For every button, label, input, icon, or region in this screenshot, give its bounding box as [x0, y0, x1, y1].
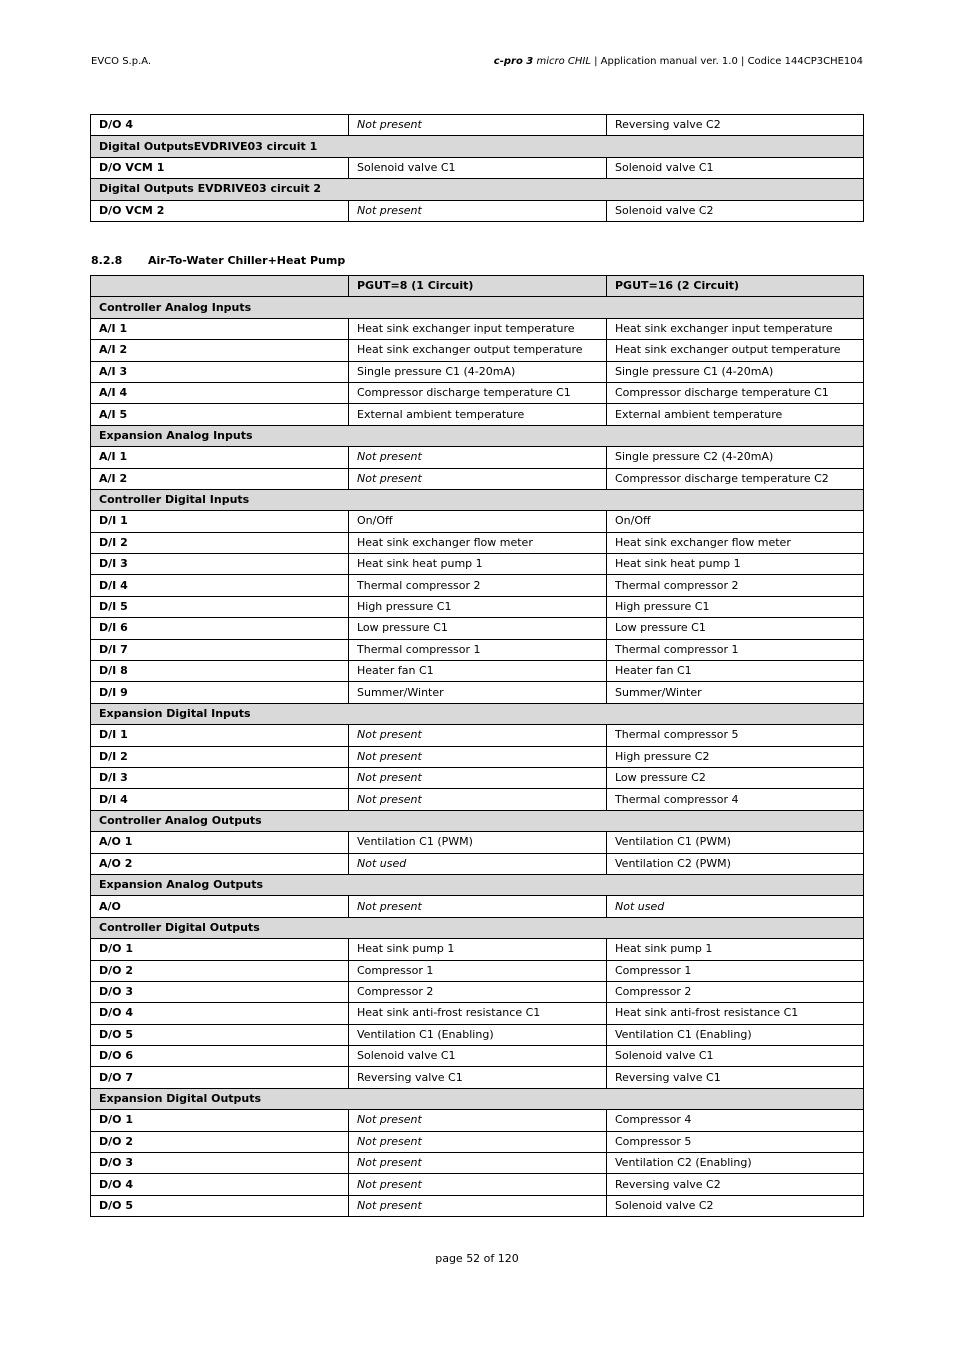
table-row [91, 318, 864, 339]
io-channel-cell: D/I 7 [91, 639, 349, 660]
io-channel-cell: D/O VCM 1 [91, 157, 349, 178]
pgut16-cell: Compressor discharge temperature C1 [607, 382, 864, 403]
io-channel-cell: D/O VCM 2 [91, 200, 349, 221]
section-label: Expansion Analog Outputs [91, 874, 864, 895]
table-row [91, 532, 864, 553]
header-manual-info: | Application manual ver. 1.0 | Codice 144CP3CHE104 [590, 56, 863, 67]
pgut8-cell: Not present [349, 1153, 607, 1174]
table-row [91, 682, 864, 703]
pgut16-cell: Thermal compressor 5 [607, 725, 864, 746]
io-channel-cell: D/O 3 [91, 981, 349, 1002]
section-row [91, 703, 864, 724]
pgut16-cell: Thermal compressor 1 [607, 639, 864, 660]
io-channel-cell: D/I 6 [91, 618, 349, 639]
pgut8-cell: Single pressure C1 (4-20mA) [349, 361, 607, 382]
io-channel-cell: A/I 1 [91, 318, 349, 339]
table-row [91, 596, 864, 617]
table-row [91, 939, 864, 960]
section-row [91, 874, 864, 895]
table-row [91, 853, 864, 874]
table-row [91, 115, 864, 136]
io-channel-cell: D/O 4 [91, 1174, 349, 1195]
section-heading [91, 254, 345, 267]
table-row [91, 746, 864, 767]
pgut8-cell: Not present [349, 789, 607, 810]
io-channel-cell: D/I 4 [91, 575, 349, 596]
section-label: Controller Digital Inputs [91, 489, 864, 510]
io-channel-cell: D/I 5 [91, 596, 349, 617]
io-channel-cell: D/O 1 [91, 1110, 349, 1131]
section-label: Expansion Digital Inputs [91, 703, 864, 724]
section-label: Expansion Digital Outputs [91, 1088, 864, 1109]
pgut8-cell: Heat sink pump 1 [349, 939, 607, 960]
pgut16-cell: Compressor 2 [607, 981, 864, 1002]
io-channel-cell: D/O 2 [91, 1131, 349, 1152]
section-row [91, 179, 864, 200]
pgut16-cell: High pressure C2 [607, 746, 864, 767]
pgut16-cell: Solenoid valve C2 [607, 1195, 864, 1216]
section-label: Controller Digital Outputs [91, 917, 864, 938]
io-channel-cell: D/O 4 [91, 1003, 349, 1024]
table-row [91, 200, 864, 221]
pgut8-cell: Not present [349, 725, 607, 746]
io-channel-cell: A/O 2 [91, 853, 349, 874]
section-row [91, 425, 864, 446]
pgut16-cell: Reversing valve C1 [607, 1067, 864, 1088]
table-row [91, 157, 864, 178]
pgut16-cell: Compressor 1 [607, 960, 864, 981]
table-row [91, 618, 864, 639]
table-continued-outputs [90, 114, 864, 222]
io-channel-cell: D/I 2 [91, 532, 349, 553]
pgut8-cell: External ambient temperature [349, 404, 607, 425]
pgut8-cell: Not present [349, 468, 607, 489]
io-channel-cell: D/I 8 [91, 661, 349, 682]
pgut16-cell: Ventilation C2 (PWM) [607, 853, 864, 874]
io-channel-cell: A/I 3 [91, 361, 349, 382]
pgut8-cell: Not present [349, 115, 607, 136]
section-row [91, 810, 864, 831]
table-row [91, 981, 864, 1002]
table-header-row [91, 276, 864, 297]
pgut8-cell: Solenoid valve C1 [349, 157, 607, 178]
pgut16-cell: Single pressure C1 (4-20mA) [607, 361, 864, 382]
pgut16-cell: Single pressure C2 (4-20mA) [607, 447, 864, 468]
header-product-bold: c-pro 3 [493, 56, 534, 67]
pgut8-cell: Low pressure C1 [349, 618, 607, 639]
pgut8-cell: Heat sink exchanger output temperature [349, 340, 607, 361]
table-row [91, 1174, 864, 1195]
pgut16-cell: Reversing valve C2 [607, 115, 864, 136]
pgut8-cell: Heat sink anti-frost resistance C1 [349, 1003, 607, 1024]
io-channel-cell: D/O 5 [91, 1195, 349, 1216]
pgut16-cell: Not used [607, 896, 864, 917]
pgut16-cell: Summer/Winter [607, 682, 864, 703]
table-row [91, 340, 864, 361]
header-cell [91, 276, 349, 297]
pgut8-cell: Solenoid valve C1 [349, 1046, 607, 1067]
section-row [91, 1088, 864, 1109]
table-row [91, 832, 864, 853]
section-row [91, 297, 864, 318]
table-row [91, 960, 864, 981]
pgut8-cell: Not present [349, 1110, 607, 1131]
table-row [91, 1067, 864, 1088]
table-row [91, 554, 864, 575]
pgut8-cell: Compressor 2 [349, 981, 607, 1002]
pgut8-cell: Not present [349, 767, 607, 788]
pgut16-cell: External ambient temperature [607, 404, 864, 425]
table-row [91, 1131, 864, 1152]
pgut16-cell: Heat sink exchanger output temperature [607, 340, 864, 361]
io-channel-cell: D/O 6 [91, 1046, 349, 1067]
io-channel-cell: D/I 2 [91, 746, 349, 767]
table-row [91, 1024, 864, 1045]
pgut8-cell: Ventilation C1 (Enabling) [349, 1024, 607, 1045]
pgut8-cell: Heat sink heat pump 1 [349, 554, 607, 575]
table-row [91, 1046, 864, 1067]
pgut8-cell: Heater fan C1 [349, 661, 607, 682]
table-row [91, 404, 864, 425]
table-row [91, 1153, 864, 1174]
table-row [91, 468, 864, 489]
table-row [91, 789, 864, 810]
pgut16-cell: Solenoid valve C2 [607, 200, 864, 221]
table-row [91, 575, 864, 596]
pgut16-cell: Heat sink pump 1 [607, 939, 864, 960]
pgut8-cell: Thermal compressor 1 [349, 639, 607, 660]
pgut16-cell: Solenoid valve C1 [607, 1046, 864, 1067]
io-channel-cell: A/O 1 [91, 832, 349, 853]
section-label: Controller Analog Inputs [91, 297, 864, 318]
io-channel-cell: D/I 3 [91, 767, 349, 788]
pgut8-cell: On/Off [349, 511, 607, 532]
io-channel-cell: D/O 3 [91, 1153, 349, 1174]
section-label: Digital OutputsEVDRIVE03 circuit 1 [91, 136, 864, 157]
pgut8-cell: Compressor discharge temperature C1 [349, 382, 607, 403]
table-row [91, 382, 864, 403]
header-company: EVCO S.p.A. [91, 56, 152, 67]
io-channel-cell: D/O 2 [91, 960, 349, 981]
pgut16-cell: Heat sink heat pump 1 [607, 554, 864, 575]
pgut16-cell: Ventilation C1 (PWM) [607, 832, 864, 853]
section-label: Expansion Analog Inputs [91, 425, 864, 446]
pgut8-cell: Heat sink exchanger input temperature [349, 318, 607, 339]
io-channel-cell: D/I 3 [91, 554, 349, 575]
io-channel-cell: A/I 2 [91, 340, 349, 361]
pgut16-cell: Solenoid valve C1 [607, 157, 864, 178]
pgut16-cell: Compressor 4 [607, 1110, 864, 1131]
pgut8-cell: Heat sink exchanger flow meter [349, 532, 607, 553]
pgut16-cell: Thermal compressor 2 [607, 575, 864, 596]
io-channel-cell: A/O [91, 896, 349, 917]
pgut8-cell: Reversing valve C1 [349, 1067, 607, 1088]
table-row [91, 639, 864, 660]
header-cell: PGUT=8 (1 Circuit) [349, 276, 607, 297]
pgut8-cell: Thermal compressor 2 [349, 575, 607, 596]
io-channel-cell: A/I 5 [91, 404, 349, 425]
pgut16-cell: Heat sink anti-frost resistance C1 [607, 1003, 864, 1024]
pgut16-cell: Low pressure C2 [607, 767, 864, 788]
page-number: page 52 of 120 [435, 1252, 519, 1265]
pgut8-cell: Compressor 1 [349, 960, 607, 981]
table-row [91, 1195, 864, 1216]
header-product-italic: micro CHIL [536, 56, 591, 67]
table-row [91, 767, 864, 788]
pgut16-cell: Compressor 5 [607, 1131, 864, 1152]
table-row [91, 511, 864, 532]
table-row [91, 1110, 864, 1131]
section-label: Digital Outputs EVDRIVE03 circuit 2 [91, 179, 864, 200]
pgut8-cell: Not present [349, 1131, 607, 1152]
io-channel-cell: D/I 9 [91, 682, 349, 703]
pgut8-cell: Not present [349, 1195, 607, 1216]
io-channel-cell: D/O 1 [91, 939, 349, 960]
table-io-configuration [90, 275, 864, 1217]
pgut16-cell: High pressure C1 [607, 596, 864, 617]
pgut8-cell: Ventilation C1 (PWM) [349, 832, 607, 853]
io-channel-cell: D/O 4 [91, 115, 349, 136]
pgut8-cell: Not present [349, 447, 607, 468]
io-channel-cell: D/I 1 [91, 725, 349, 746]
table-row [91, 361, 864, 382]
table-row [91, 661, 864, 682]
pgut16-cell: Heat sink exchanger flow meter [607, 532, 864, 553]
pgut16-cell: Heat sink exchanger input temperature [607, 318, 864, 339]
table-row [91, 896, 864, 917]
io-channel-cell: D/I 4 [91, 789, 349, 810]
pgut16-cell: Thermal compressor 4 [607, 789, 864, 810]
section-row [91, 136, 864, 157]
pgut8-cell: Not present [349, 896, 607, 917]
pgut16-cell: Ventilation C1 (Enabling) [607, 1024, 864, 1045]
table-row [91, 725, 864, 746]
table-row [91, 447, 864, 468]
pgut16-cell: On/Off [607, 511, 864, 532]
header-cell: PGUT=16 (2 Circuit) [607, 276, 864, 297]
io-channel-cell: D/I 1 [91, 511, 349, 532]
pgut16-cell: Heater fan C1 [607, 661, 864, 682]
pgut8-cell: Not present [349, 746, 607, 767]
io-channel-cell: A/I 1 [91, 447, 349, 468]
pgut8-cell: Summer/Winter [349, 682, 607, 703]
pgut16-cell: Low pressure C1 [607, 618, 864, 639]
pgut16-cell: Reversing valve C2 [607, 1174, 864, 1195]
table-row [91, 1003, 864, 1024]
pgut16-cell: Compressor discharge temperature C2 [607, 468, 864, 489]
header-title [494, 56, 863, 67]
io-channel-cell: D/O 5 [91, 1024, 349, 1045]
io-channel-cell: A/I 4 [91, 382, 349, 403]
section-title-text: Air-To-Water Chiller+Heat Pump [148, 254, 346, 267]
section-row [91, 917, 864, 938]
section-label: Controller Analog Outputs [91, 810, 864, 831]
pgut8-cell: Not present [349, 1174, 607, 1195]
pgut16-cell: Ventilation C2 (Enabling) [607, 1153, 864, 1174]
pgut8-cell: Not used [349, 853, 607, 874]
section-number: 8.2.8 [91, 254, 123, 267]
io-channel-cell: A/I 2 [91, 468, 349, 489]
section-row [91, 489, 864, 510]
pgut8-cell: High pressure C1 [349, 596, 607, 617]
io-channel-cell: D/O 7 [91, 1067, 349, 1088]
pgut8-cell: Not present [349, 200, 607, 221]
